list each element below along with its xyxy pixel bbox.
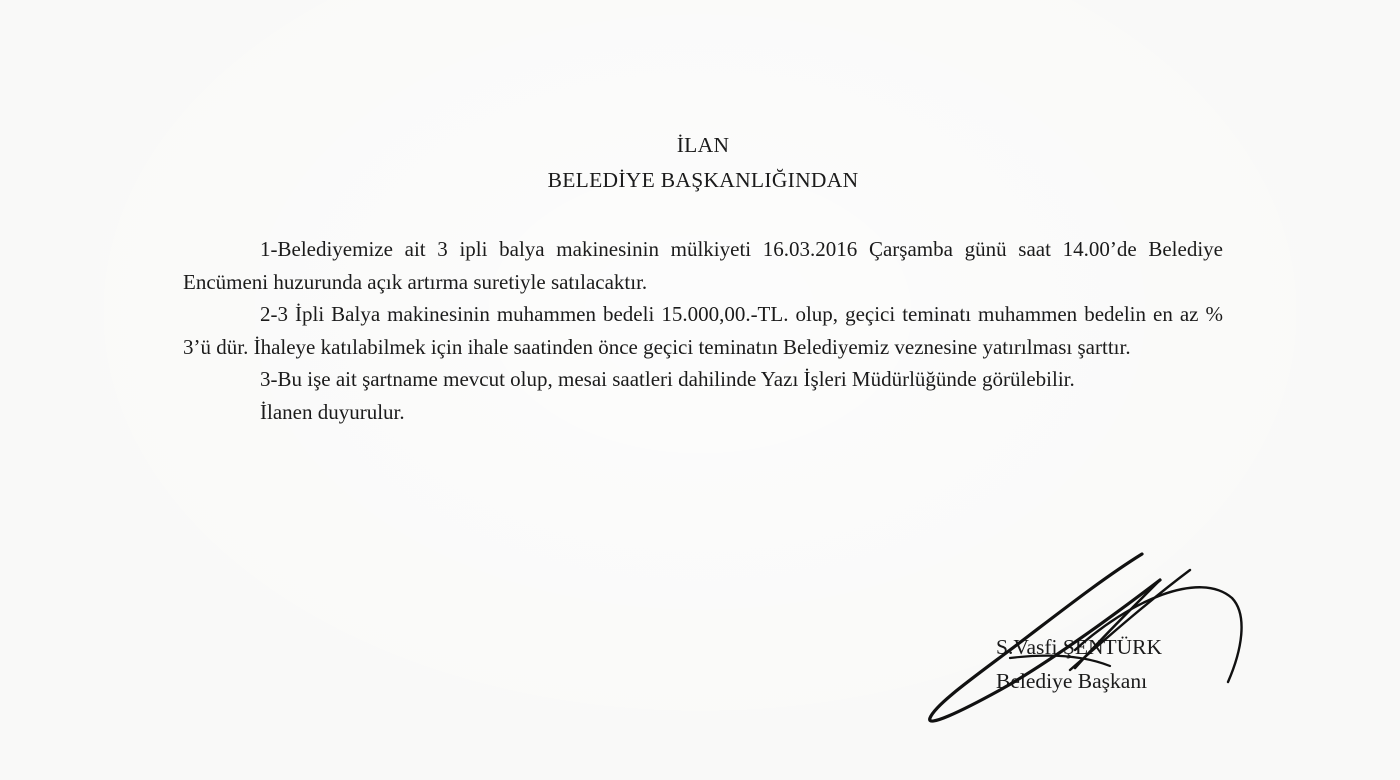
issuer-heading: BELEDİYE BAŞKANLIĞINDAN: [547, 168, 859, 192]
paragraph-2: 2-3 İpli Balya makinesinin muhammen bedeli 15.000,00.-TL. olup, geçici teminatı muhammen bedelin en az % 3’ü dür. İhaleye katılabilmek için ihale saatinden önce geçici teminatın Belediyemiz veznesine yatırılması şarttır.: [183, 302, 1223, 359]
signatory-title: Belediye Başkanı: [996, 669, 1148, 693]
signature-block: [996, 630, 1162, 698]
paragraph-3: 3-Bu işe ait şartname mevcut olup, mesai saatleri dahilinde Yazı İşleri Müdürlüğünde görülebilir.: [260, 367, 1075, 391]
closing-line: İlanen duyurulur.: [260, 399, 405, 424]
announcement-heading: İLAN: [676, 133, 730, 157]
signatory-name: S.Vasfi ŞENTÜRK: [996, 635, 1163, 659]
paragraph-1: 1-Belediyemize ait 3 ipli balya makinesinin mülkiyeti 16.03.2016 Çarşamba günü saat 14.00’de Belediye Encümeni huzurunda açık artırma suretiyle satılacaktır.: [183, 237, 1223, 294]
announcement-body: [183, 233, 1223, 428]
